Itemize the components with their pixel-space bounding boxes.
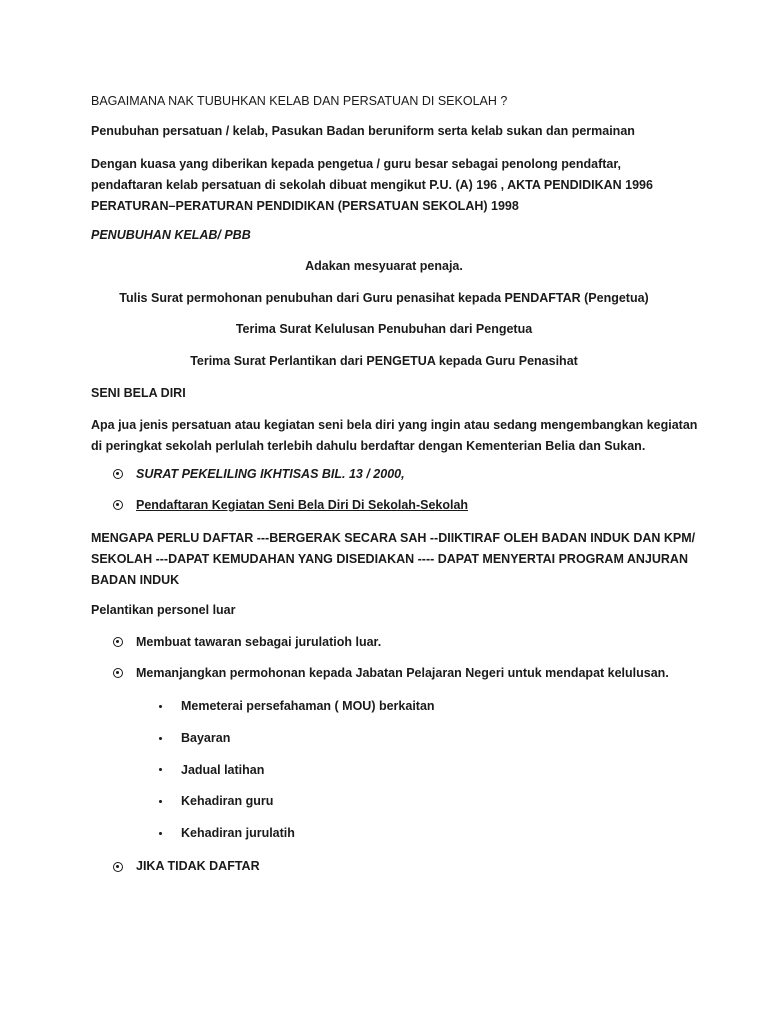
- pelantikan-bullet-item: Membuat tawaran sebagai jurulatioh luar.: [136, 635, 382, 649]
- step-line: Tulis Surat permohonan penubuhan dari Guru penasihat kepada PENDAFTAR (Pengetua): [119, 291, 649, 305]
- mengapa-line: BADAN INDUK: [91, 573, 180, 587]
- small-bullet-icon: [159, 832, 162, 835]
- seni-line: Apa jua jenis persatuan atau kegiatan seni bela diri yang ingin atau sedang mengembangkan kegiatan: [91, 418, 698, 432]
- seni-bullet-item: SURAT PEKELILING IKHTISAS BIL. 13 / 2000,: [136, 467, 405, 481]
- mengapa-line: SEKOLAH ---DAPAT KEMUDAHAN YANG DISEDIAKAN ---- DAPAT MENYERTAI PROGRAM ANJURAN: [91, 552, 688, 566]
- step-line: Terima Surat Kelulusan Penubuhan dari Pengetua: [235, 322, 533, 336]
- sub-item: Kehadiran guru: [181, 794, 274, 808]
- circle-bullet-icon: [113, 637, 123, 647]
- circle-bullet-icon: [113, 469, 123, 479]
- sub-item: Jadual latihan: [181, 763, 265, 777]
- penubuhan-title: PENUBUHAN KELAB/ PBB: [91, 228, 251, 242]
- small-bullet-icon: [159, 768, 162, 771]
- step-line: Terima Surat Perlantikan dari PENGETUA kepada Guru Penasihat: [190, 354, 578, 368]
- mengapa-line: MENGAPA PERLU DAFTAR ---BERGERAK SECARA SAH --DIIKTIRAF OLEH BADAN INDUK DAN KPM/: [91, 531, 696, 545]
- small-bullet-icon: [159, 737, 162, 740]
- authority-line: Dengan kuasa yang diberikan kepada pengetua / guru besar sebagai penolong pendaftar,: [91, 157, 621, 171]
- seni-title: SENI BELA DIRI: [91, 386, 186, 400]
- subheading: Penubuhan persatuan / kelab, Pasukan Badan beruniform serta kelab sukan dan permainan: [91, 124, 635, 138]
- authority-paragraph: [91, 154, 691, 217]
- seni-paragraph: [91, 415, 698, 457]
- authority-line: PERATURAN–PERATURAN PENDIDIKAN (PERSATUAN SEKOLAH) 1998: [91, 199, 519, 213]
- small-bullet-icon: [159, 800, 162, 803]
- circle-bullet-icon: [113, 500, 123, 510]
- circle-bullet-icon: [113, 862, 123, 872]
- sub-item: Kehadiran jurulatih: [181, 826, 295, 840]
- seni-line: di peringkat sekolah perlulah terlebih dahulu berdaftar dengan Kementerian Belia dan Sukan.: [91, 439, 646, 453]
- pelantikan-bullet-item: Memanjangkan permohonan kepada Jabatan Pelajaran Negeri untuk mendapat kelulusan.: [136, 666, 669, 680]
- step-line: Adakan mesyuarat penaja.: [305, 259, 463, 273]
- authority-line: pendaftaran kelab persatuan di sekolah dibuat mengikut P.U. (A) 196 , AKTA PENDIDIKAN 1996: [91, 178, 653, 192]
- seni-bullet-item: Pendaftaran Kegiatan Seni Bela Diri Di Sekolah-Sekolah: [136, 498, 469, 512]
- sub-item: Bayaran: [181, 731, 231, 745]
- document-heading: BAGAIMANA NAK TUBUHKAN KELAB DAN PERSATUAN DI SEKOLAH ?: [91, 94, 508, 108]
- pelantikan-title: Pelantikan personel luar: [91, 603, 236, 617]
- mengapa-paragraph: [91, 528, 696, 591]
- final-bullet-item: JIKA TIDAK DAFTAR: [136, 859, 260, 873]
- sub-item: Memeterai persefahaman ( MOU) berkaitan: [181, 699, 435, 713]
- circle-bullet-icon: [113, 668, 123, 678]
- small-bullet-icon: [159, 705, 162, 708]
